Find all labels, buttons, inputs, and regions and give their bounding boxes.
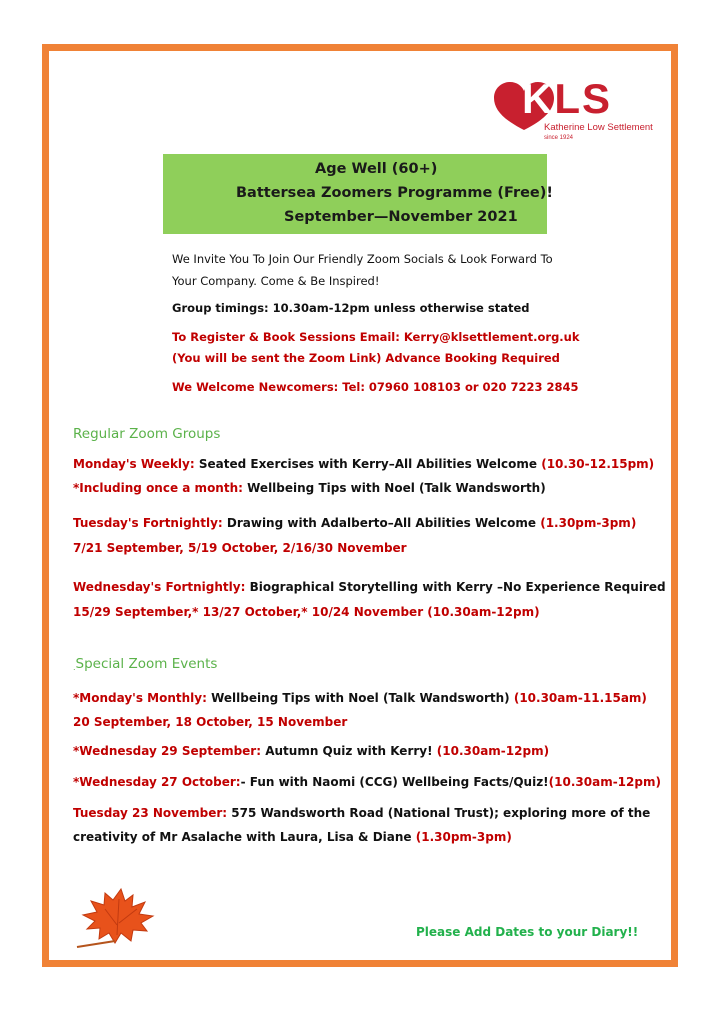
regular-groups-heading: Regular Zoom Groups <box>73 426 221 442</box>
maple-leaf-icon <box>75 885 159 949</box>
monday-text: Seated Exercises with Kerry–All Abilities Welcome <box>194 457 542 471</box>
wednesday-text: Biographical Storytelling with Kerry –No Experience Required <box>245 580 666 594</box>
event-2-text: Autumn Quiz with Kerry! <box>261 744 437 758</box>
group-timings: Group timings: 10.30am-12pm unless otherwise stated <box>172 301 530 315</box>
event-2-label: *Wednesday 29 September: <box>73 744 262 758</box>
tuesday-row <box>73 516 636 530</box>
special-heading-text: Special Zoom Events <box>75 656 218 672</box>
monday-label: Monday's Weekly: <box>73 457 195 471</box>
logo-org-name: Katherine Low Settlement <box>544 122 653 133</box>
event-1-time: (10.30am-11.15am) <box>513 691 647 705</box>
event-4-label: Tuesday 23 November: <box>73 806 228 820</box>
tuesday-text: Drawing with Adalberto–All Abilities Welcome <box>222 516 541 530</box>
event-4-time: (1.30pm-3pm) <box>415 830 512 844</box>
event-3-time: (10.30am-12pm) <box>548 775 661 789</box>
monthly-row <box>73 481 546 495</box>
tuesday-label: Tuesday's Fortnightly: <box>73 516 223 530</box>
event-2-row <box>73 744 549 758</box>
monthly-label: *Including once a month: <box>73 481 243 495</box>
event-3-row <box>73 775 661 789</box>
heading-dot: . <box>73 663 76 672</box>
register-note: (You will be sent the Zoom Link) Advance Booking Required <box>172 351 560 365</box>
title-line-1: Age Well (60+) <box>315 161 438 177</box>
title-line-3: September—November 2021 <box>284 209 518 225</box>
special-events-heading <box>73 656 217 672</box>
title-line-2: Battersea Zoomers Programme (Free)! <box>236 185 554 201</box>
monthly-text: Wellbeing Tips with Noel (Talk Wandsworth) <box>242 481 546 495</box>
wednesday-dates: 15/29 September,* 13/27 October,* 10/24 November (10.30am-12pm) <box>73 605 540 619</box>
wednesday-colon: : <box>240 580 246 594</box>
tuesday-time: (1.30pm-3pm) <box>540 516 637 530</box>
welcome-newcomers: We Welcome Newcomers: Tel: 07960 108103 or 020 7223 2845 <box>172 380 579 394</box>
event-2-time: (10.30am-12pm) <box>436 744 550 758</box>
event-4-row <box>73 806 650 820</box>
logo-letters-rest: LS <box>554 75 613 122</box>
register-email: To Register & Book Sessions Email: Kerry@klsettlement.org.uk <box>172 330 580 344</box>
intro-line-1: We Invite You To Join Our Friendly Zoom Socials & Look Forward To <box>172 252 553 266</box>
event-4-text: 575 Wandsworth Road (National Trust); exploring more of the <box>227 806 651 820</box>
logo-letters <box>522 75 613 122</box>
event-4-text-2: creativity of Mr Asalache with Laura, Lisa & Diane <box>73 830 416 844</box>
kls-logo <box>494 75 654 152</box>
event-1-dates: 20 September, 18 October, 15 November <box>73 715 348 729</box>
wednesday-label: Wednesday's Fortnightly <box>73 580 241 594</box>
event-3-label: *Wednesday 27 October: <box>73 775 241 789</box>
event-4-row-2 <box>73 830 512 844</box>
intro-line-2: Your Company. Come & Be Inspired! <box>172 274 380 288</box>
event-1-text: Wellbeing Tips with Noel (Talk Wandsworth) <box>206 691 514 705</box>
diary-note: Please Add Dates to your Diary!! <box>416 925 639 939</box>
logo-letter-k: K <box>522 75 555 122</box>
monday-weekly-row <box>73 457 654 471</box>
logo-since: since 1924 <box>544 135 574 141</box>
title-box <box>163 154 554 234</box>
event-3-text: - Fun with Naomi (CCG) Wellbeing Facts/Quiz! <box>240 775 549 789</box>
event-1-label: *Monday's Monthly: <box>73 691 207 705</box>
wednesday-row <box>73 580 666 594</box>
monday-time: (10.30-12.15pm) <box>541 457 655 471</box>
tuesday-dates: 7/21 September, 5/19 October, 2/16/30 November <box>73 541 407 555</box>
event-1-row <box>73 691 647 705</box>
